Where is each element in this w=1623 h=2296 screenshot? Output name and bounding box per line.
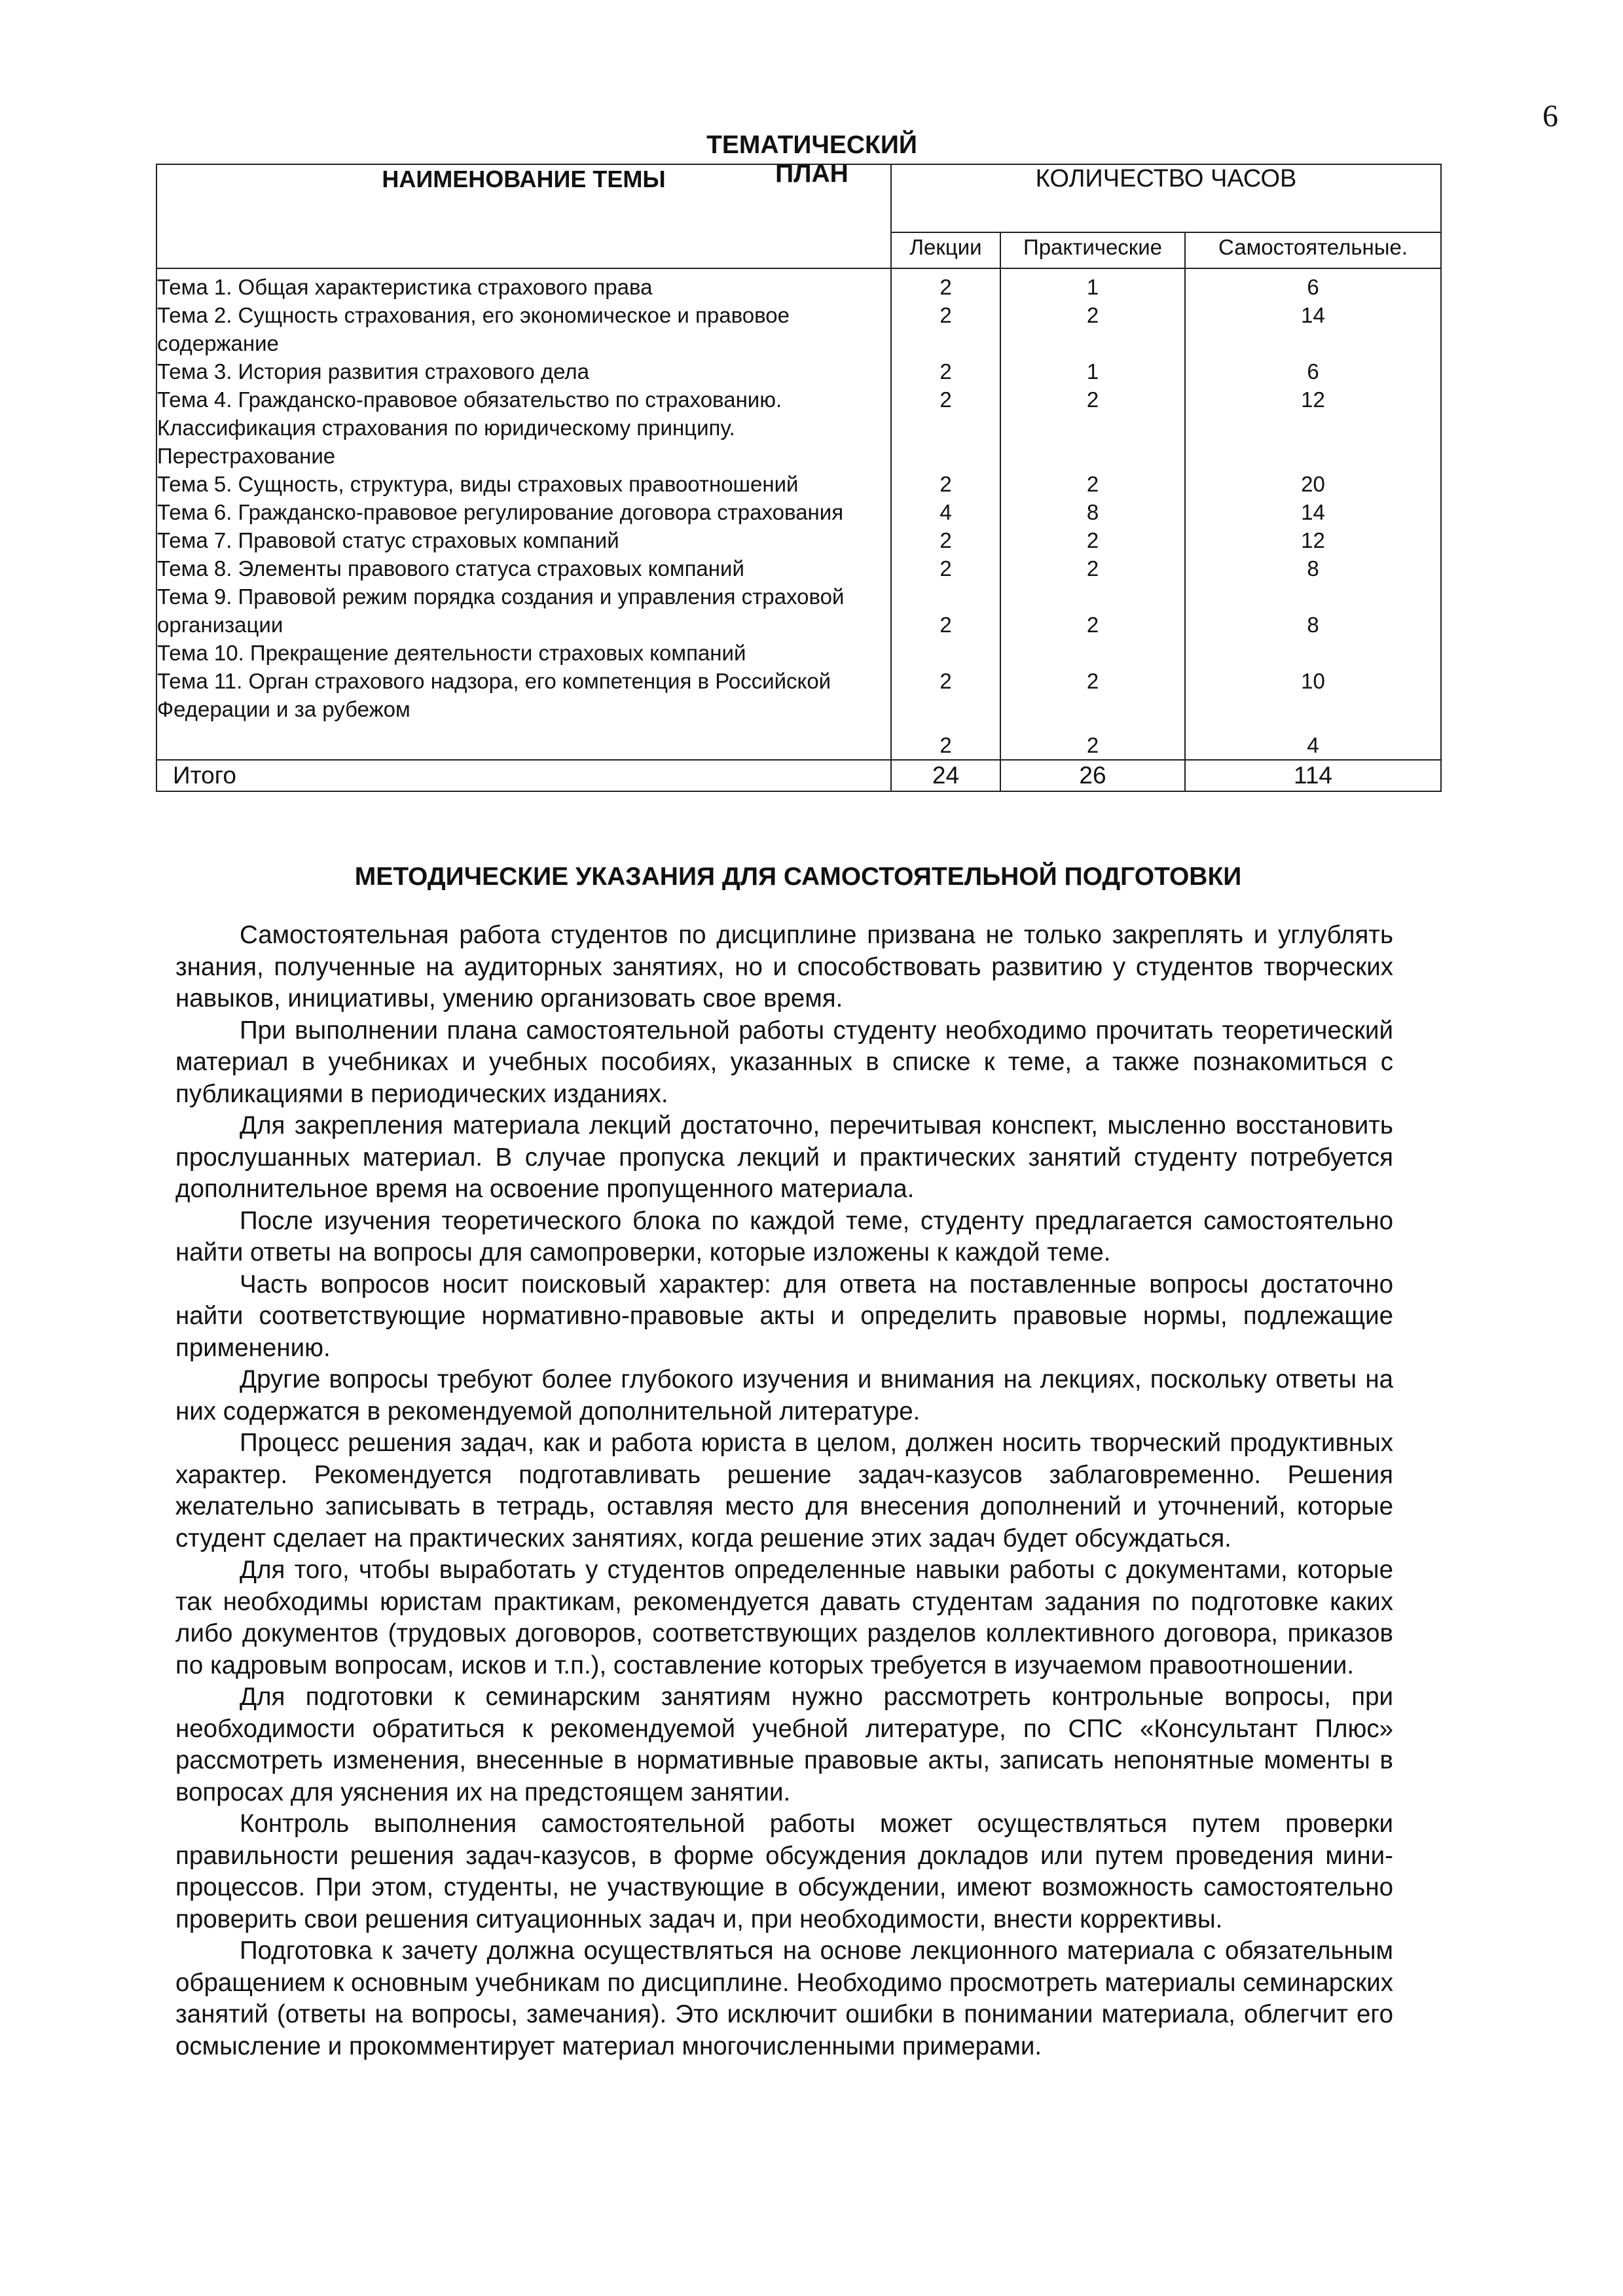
practical-cell: 2 [1000,554,1185,583]
table-row [156,301,1441,357]
independent-cell: 10 [1185,667,1441,723]
practical-cell: 8 [1000,498,1185,526]
independent-cell: 20 [1185,470,1441,498]
table-row [156,667,1441,723]
table-row [156,583,1441,639]
topic-cell: Тема 11. Орган страхового надзора, его компетенция в Российской Федерации и за рубежом [156,667,891,723]
header-hours: КОЛИЧЕСТВО ЧАСОВ [891,164,1441,232]
practical-cell [1000,639,1185,667]
table-row [156,498,1441,526]
independent-cell: 8 [1185,583,1441,639]
paragraph: После изучения теоретического блока по каждой теме, студенту предлагается самостоятельно найти ответы на вопросы для самопроверки, которые изложены к каждой теме. [175,1206,1393,1266]
table-row [156,357,1441,386]
independent-cell: 12 [1185,386,1441,470]
paragraph: Другие вопросы требуют более глубокого изучения и внимания на лекциях, поскольку ответы на них содержатся в рекомендуемой дополнительной литературе. [175,1365,1393,1426]
independent-cell: 14 [1185,301,1441,357]
independent-cell: 12 [1185,526,1441,554]
lectures-cell: 2 [891,357,1000,386]
paragraph: Контроль выполнения самостоятельной работы может осуществляться путем проверки правильности решения задач-казусов, в форме обсуждения докладов или путем проведения мини-процессов. При этом, студенты, не участвующие в обсуждении, имеют возможность самостоятельно проверить свои решения ситуационных задач и, при необходимости, внести коррективы. [175,1810,1393,1933]
topic-cell: Тема 10. Прекращение деятельности страховых компаний [156,639,891,667]
practical-cell: 1 [1000,357,1185,386]
page-number: 6 [1542,99,1558,134]
topic-cell [156,723,891,760]
guidelines-text [175,920,1393,2062]
section-title: МЕТОДИЧЕСКИЕ УКАЗАНИЯ ДЛЯ САМОСТОЯТЕЛЬНОЙ ПОДГОТОВКИ [354,863,1242,891]
paragraph: Для подготовки к семинарским занятиям нужно рассмотреть контрольные вопросы, при необходимости обратиться к рекомендуемой учебной литературе, по СПС «Консультант Плюс» рассмотреть изменения, внесенные в нормативные правовые акты, записать непонятные моменты в вопросах для уяснения их на предстоящем занятии. [175,1683,1393,1806]
lectures-cell: 4 [891,498,1000,526]
independent-cell: 6 [1185,268,1441,301]
paragraph: Процесс решения задач, как и работа юриста в целом, должен носить творческий продуктивных характер. Рекомендуется подготавливать решение задач-казусов заблаговременно. Решения желательно записывать в тетрадь, оставляя место для внесения дополнений и уточнений, которые студент сделает на практических занятиях, когда решение этих задач будет обсуждаться. [175,1429,1393,1552]
total-row [156,760,1441,791]
lectures-cell: 2 [891,301,1000,357]
paragraph: Часть вопросов носит поисковый характер: для ответа на поставленные вопросы достаточно найти соответствующие нормативно-правовые акты и определить правовые нормы, подлежащие применению. [175,1270,1393,1362]
paragraph: Для закрепления материала лекций достаточно, перечитывая конспект, мысленно восстановить прослушанных материал. В случае пропуска лекций и практических занятий студенту потребуется дополнительное время на освоение пропущенного материала. [175,1111,1393,1203]
independent-cell: 4 [1185,723,1441,760]
lectures-cell: 2 [891,268,1000,301]
lectures-cell: 2 [891,667,1000,723]
topic-cell: Тема 7. Правовой статус страховых компаний [156,526,891,554]
topic-cell: Тема 6. Гражданско-правовое регулирование договора страхования [156,498,891,526]
total-independent: 114 [1185,760,1441,791]
header-practical: Практические [1000,232,1185,268]
table-row [156,723,1441,760]
topic-cell: Тема 8. Элементы правового статуса страховых компаний [156,554,891,583]
table-row [156,526,1441,554]
practical-cell: 2 [1000,667,1185,723]
topic-cell: Тема 3. История развития страхового дела [156,357,891,386]
practical-cell: 1 [1000,268,1185,301]
total-practical: 26 [1000,760,1185,791]
practical-cell: 2 [1000,301,1185,357]
paragraph: Для того, чтобы выработать у студентов определенные навыки работы с документами, которые так необходимы юристам практикам, рекомендуется давать студентам задания по подготовке каких либо документов (трудовых договоров, соответствующих разделов коллективного договора, приказов по кадровым вопросам, исков и т.п.), составление которых требуется в изучаемом правоотношении. [175,1556,1393,1679]
independent-cell [1185,639,1441,667]
independent-cell: 14 [1185,498,1441,526]
thematic-plan-table [156,164,1442,792]
practical-cell: 2 [1000,470,1185,498]
topic-cell: Тема 1. Общая характеристика страхового права [156,268,891,301]
topic-cell: Тема 5. Сущность, структура, виды страховых правоотношений [156,470,891,498]
topic-cell: Тема 2. Сущность страхования, его экономическое и правовое содержание [156,301,891,357]
lectures-cell: 2 [891,470,1000,498]
header-topic-name: НАИМЕНОВАНИЕ ТЕМЫ [156,164,891,268]
lectures-cell: 2 [891,583,1000,639]
paragraph: Самостоятельная работа студентов по дисциплине призвана не только закреплять и углублять знания, полученные на аудиторных занятиях, но и способствовать развитию у студентов творческих навыков, инициативы, умению организовать свое время. [175,921,1393,1013]
lectures-cell: 2 [891,386,1000,470]
lectures-cell [891,639,1000,667]
table-row [156,554,1441,583]
practical-cell: 2 [1000,526,1185,554]
practical-cell: 2 [1000,386,1185,470]
total-label: Итого [156,760,891,791]
lectures-cell: 2 [891,723,1000,760]
lectures-cell: 2 [891,526,1000,554]
table-row [156,386,1441,470]
practical-cell: 2 [1000,583,1185,639]
paragraph: Подготовка к зачету должна осуществляться на основе лекционного материала с обязательным обращением к основным учебникам по дисциплине. Необходимо просмотреть материалы семинарских занятий (ответы на вопросы, замечания). Это исключит ошибки в понимании материала, облегчит его осмысление и прокомментирует материал многочисленными примерами. [175,1937,1393,2060]
table-row [156,639,1441,667]
topic-cell: Тема 4. Гражданско-правовое обязательство по страхованию. Классификация страхования по юридическому принципу. Перестрахование [156,386,891,470]
lectures-cell: 2 [891,554,1000,583]
table-row [156,470,1441,498]
table-row [156,268,1441,301]
total-lectures: 24 [891,760,1000,791]
header-lectures: Лекции [891,232,1000,268]
header-independent: Самостоятельные. [1185,232,1441,268]
practical-cell: 2 [1000,723,1185,760]
paragraph: При выполнении плана самостоятельной работы студенту необходимо прочитать теоретический материал в учебниках и учебных пособиях, указанных в списке к теме, а также познакомиться с публикациями в периодических изданиях. [175,1016,1393,1108]
plan-title: ТЕМАТИЧЕСКИЙ ПЛАН [706,131,917,188]
independent-cell: 8 [1185,554,1441,583]
independent-cell: 6 [1185,357,1441,386]
topic-cell: Тема 9. Правовой режим порядка создания и управления страховой организации [156,583,891,639]
